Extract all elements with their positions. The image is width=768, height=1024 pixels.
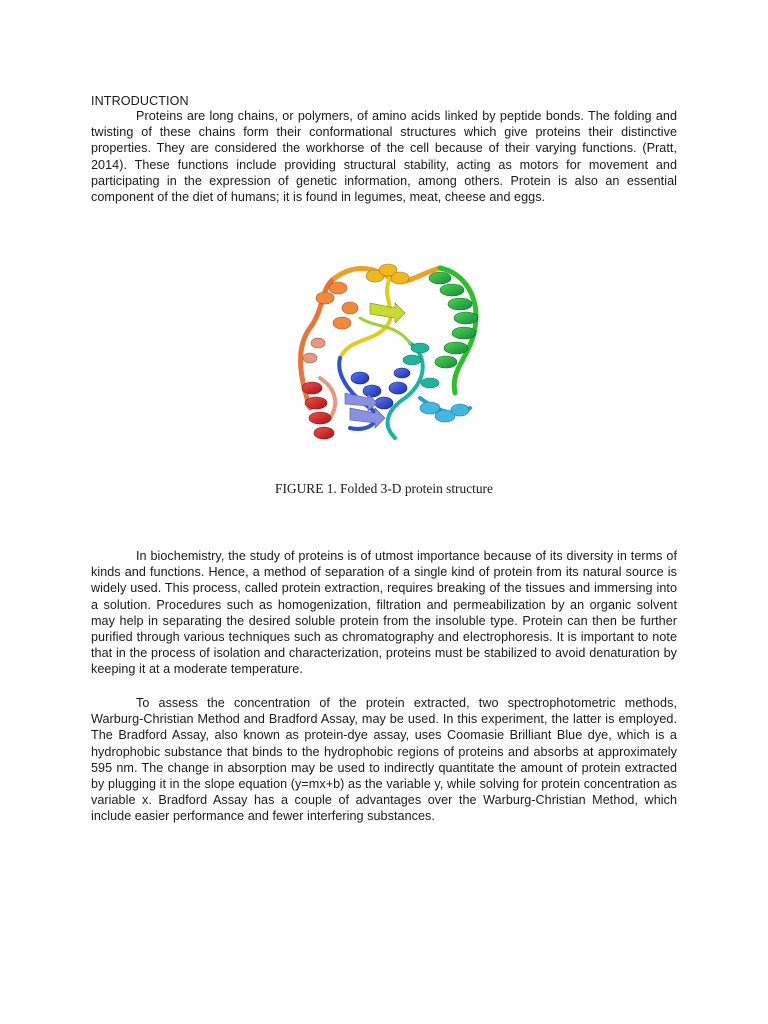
section-heading: INTRODUCTION [91,94,189,108]
figure-caption: FIGURE 1. Folded 3-D protein structure [275,481,493,496]
body-paragraph-extraction: In biochemistry, the study of proteins is of utmost importance because of its diversity in terms of kinds and functions. Hence, a method of separation of a single kind of protein from its natural source is widely used. This process, called protein extraction, requires breaking of the tissues and immersing into a solution. Procedures such as homogenization, filtration and permeabilization by an organic solvent may help in separating the desired soluble protein from the insoluble type. Protein can then be further purified through various techniques such as chromatography and electrophoresis. It is important to note that in the process of isolation and characterization, proteins must be stabilized to avoid denaturation by keeping it at a moderate temperature. [91,549,677,677]
body-paragraph-bradford: To assess the concentration of the protein extracted, two spectrophotometric methods, Warburg-Christian Method and Bradford Assay, may be used. In this experiment, the latter is employed. The Bradford Assay, also known as protein-dye assay, uses Coomasie Brilliant Blue dye, which is a hydrophobic substance that binds to the hydrophobic regions of proteins and absorbs at approximately 595 nm. The change in absorption may be used to indirectly quantitate the amount of protein extracted by plugging it in the slope equation (y=mx+b) as the variable y, while solving for protein concentration as variable x. Bradford Assay has a couple of advantages over the Warburg-Christian Method, which include easier performance and fewer interfering substances. [91,696,677,824]
protein-structure-figure [280,248,500,458]
protein-ribbon-structure-icon [280,248,500,458]
intro-paragraph: Proteins are long chains, or polymers, of amino acids linked by peptide bonds. The folding and twisting of these chains form their conformational structures which give proteins their distinctive properties. They are considered the workhorse of the cell because of their varying functions. (Pratt, 2014). These functions include providing structural stability, acting as motors for movement and participating in the expression of genetic information, among others. Protein is also an essential component of the diet of humans; it is found in legumes, meat, cheese and eggs. [91,109,677,205]
